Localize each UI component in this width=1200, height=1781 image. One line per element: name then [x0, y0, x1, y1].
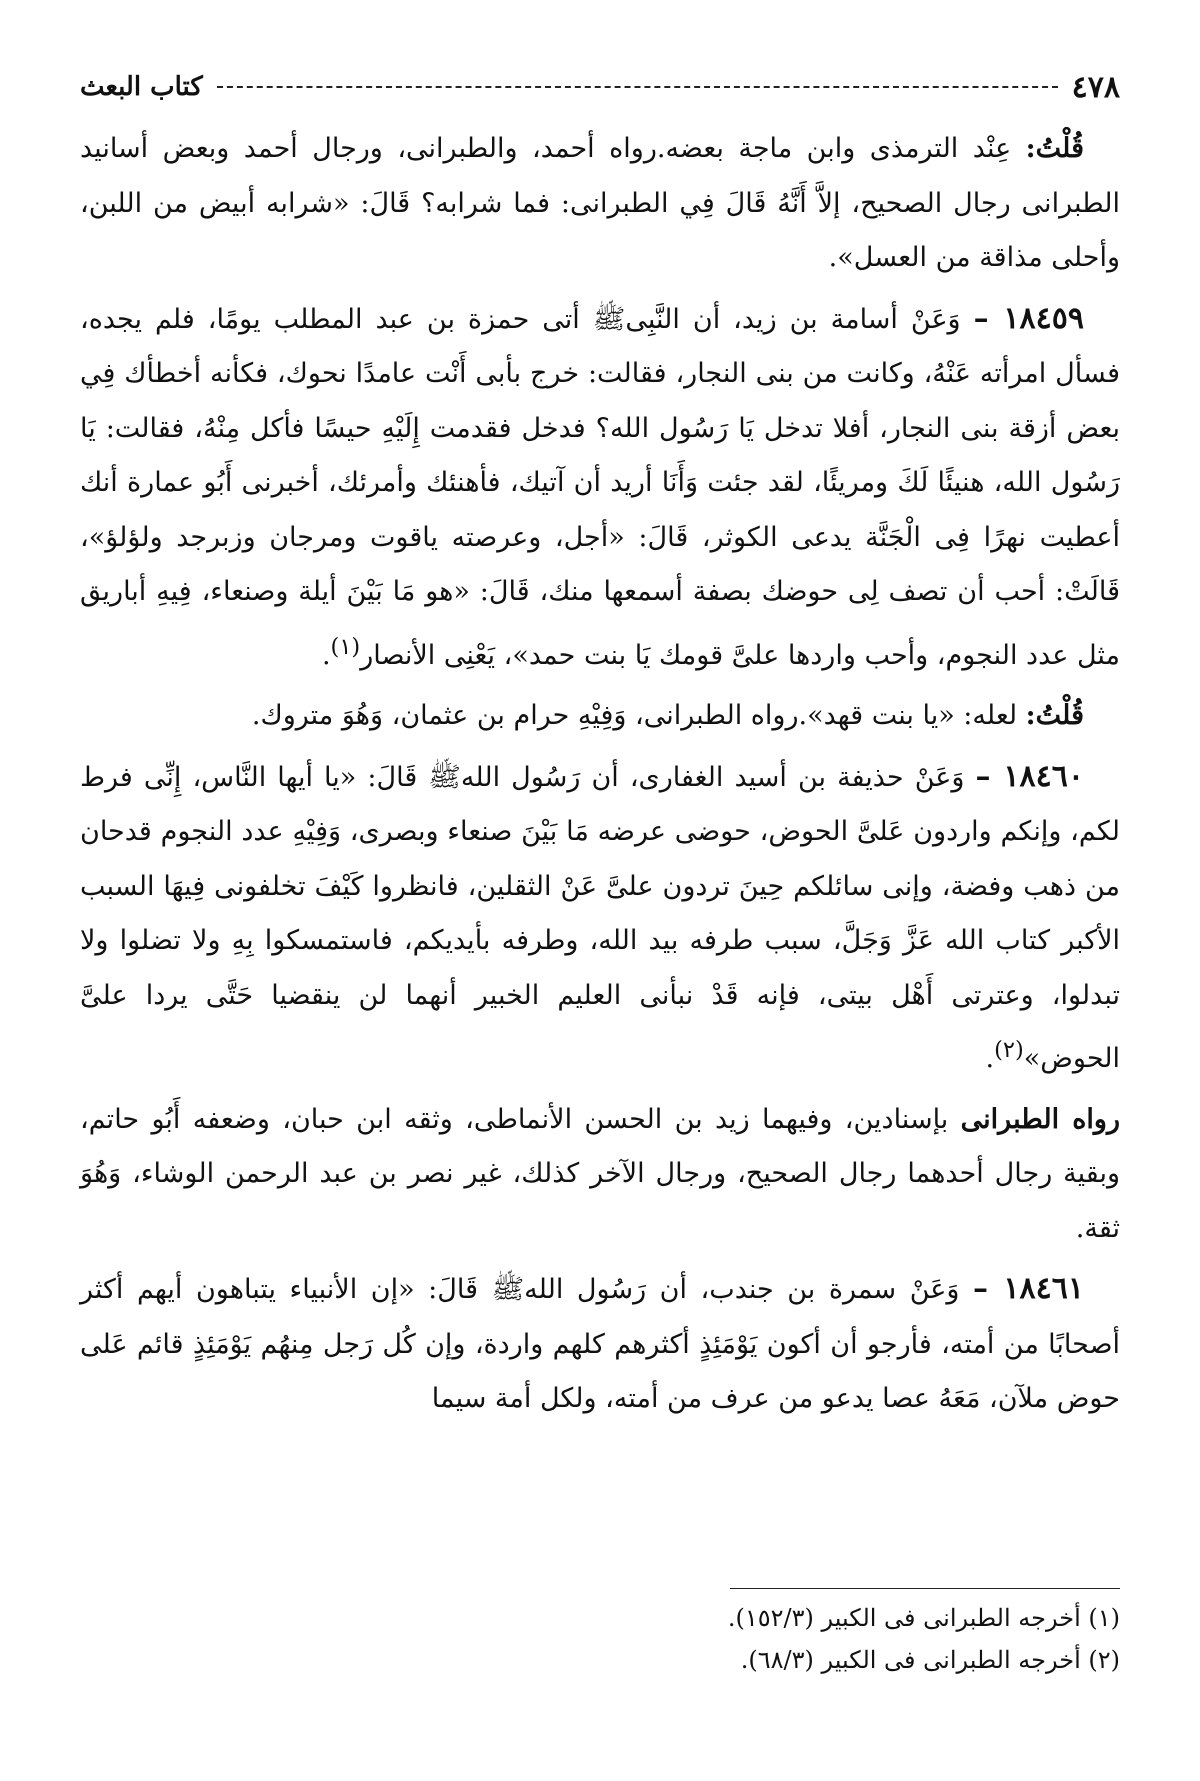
paragraph-tail: .: [985, 1043, 995, 1074]
hadith-number: ١٨٤٦١ –: [972, 1271, 1084, 1306]
paragraph-tail: .: [321, 639, 331, 671]
hadith-number: ١٨٤٥٩ –: [973, 300, 1084, 336]
page-header: [80, 62, 1120, 112]
paragraph-rawahu: [80, 1093, 1120, 1257]
footnote-2: (٢) أخرجه الطبرانى فى الكبير (٦٨/٣).: [740, 1646, 1120, 1674]
paragraph-text: لعله: «يا بنت قهد».رواه الطبرانى، وَفِيْهِ حرام بن عثمان، وَهُوَ متروك.: [251, 700, 1026, 731]
footnote-ref[interactable]: (٢): [994, 1037, 1024, 1063]
hadith-18459: [80, 292, 1120, 684]
footnotes: [80, 1588, 1120, 1681]
paragraph-lead: قُلْتُ:: [1025, 700, 1084, 731]
footnote-1: (١) أخرجه الطبرانى فى الكبير (١٥٢/٣).: [727, 1604, 1120, 1632]
footnote-ref[interactable]: (١): [330, 633, 361, 660]
paragraph-lead: قُلْتُ:: [1025, 133, 1084, 164]
hadith-18460: [80, 750, 1120, 1087]
page-number: ٤٧٨: [1071, 69, 1120, 105]
paragraph-text: بإسنادين، وفيهما زيد بن الحسن الأنماطى، وثقه ابن حبان، وضعفه أَبُو حاتم، وبقية رجال أحدهما رجال الصحيح، ورجال الآخر كذلك، غير نصر بن عبد الرحمن الوشاء، وَهُوَ ثقة.: [80, 1103, 1120, 1244]
paragraph-qult-2: [80, 689, 1120, 744]
paragraph-lead: رواه الطبرانى: [960, 1103, 1120, 1135]
hadith-18461: [80, 1262, 1120, 1427]
hadith-number: ١٨٤٦٠ –: [975, 758, 1084, 794]
paragraph-text: وَعَنْ أسامة بن زيد، أن النَّبِىﷺ أتى حمزة بن عبد المطلب يومًا، فلم يجده، فسأل امرأته عَنْهُ، وكانت من بنى النجار، فقالت: خرج بأبى أَنْت عامدًا نحوك، فكأنه أخطأك فِي بعض أزقة بنى النجار، أفلا تدخل يَا رَسُول الله؟ فدخل فقدمت إِلَيْهِ حيسًا فأكل مِنْهُ، فقالت: يَا رَسُول الله، هنيئًا لَكَ ومريئًا، لقد جئت وَأَنَا أريد أن آتيك، فأهنئك وأمرئك، أخبرنى أَبُو عمارة أنك أعطيت نهرًا فِى الْجَنَّة يدعى الكوثر، قَالَ: «أجل، وعرصته ياقوت ومرجان وزبرجد ولؤلؤ»، قَالَتْ: أحب أن تصف لِى حوضك بصفة أسمعها منك، قَالَ: «هو مَا بَيْنَ أيلة وصنعاء، فِيهِ أباريق مثل عدد النجوم، وأحب واردها علىَّ قومك يَا بنت حمد»، يَعْنِى الأنصار: [80, 303, 1120, 671]
paragraph-text: وَعَنْ سمرة بن جندب، أن رَسُول اللهﷺ قَالَ: «إن الأنبياء يتباهون أيهم أكثر أصحابًا من أمته، فأرجو أن أكون يَوْمَئِذٍ أكثرهم كلهم واردة، وإن كُل رَجل مِنهُم يَوْمَئِذٍ قائم عَلى حوض ملآن، مَعَهُ عصا يدعو من عرف من أمته، ولكل أمة سيما: [80, 1274, 1120, 1414]
header-dashed-rule: [217, 86, 1058, 88]
paragraph-qult-1: [80, 122, 1120, 286]
paragraph-text: وَعَنْ حذيفة بن أسيد الغفارى، أن رَسُول اللهﷺ قَالَ: «يا أيها النَّاس، إِنِّى فرط لكم، وإنكم واردون عَلىَّ الحوض، حوضى عرضه مَا بَيْنَ صنعاء وبصرى، وَفِيْهِ عدد النجوم قدحان من ذهب وفضة، وإنى سائلكم حِينَ تردون علىَّ عَنْ الثقلين، فانظروا كَيْفَ تخلفونى فِيهَا السبب الأكبر كتاب الله عَزَّ وَجَلَّ، سبب طرفه بيد الله، وطرفه بأيديكم، فاستمسكوا بِهِ ولا تضلوا ولا تبدلوا، وعترتى أَهْل بيتى، فإنه قَدْ نبأنى العليم الخبير أنهما لن ينقضيا حَتَّى يردا علىَّ الحوض»: [80, 761, 1120, 1074]
book-title: كتاب البعث: [80, 72, 203, 102]
footnote-rule: [730, 1588, 1120, 1589]
page-body: [80, 122, 1120, 1427]
paragraph-text: عِنْد الترمذى وابن ماجة بعضه.رواه أحمد، والطبرانى، ورجال أحمد وبعض أسانيد الطبرانى رجال الصحيح، إلاَّ أَنَّهُ قَالَ فِي الطبرانى: فما شرابه؟ قَالَ: «شرابه أبيض من اللبن، وأحلى مذاقة من العسل».: [80, 133, 1120, 273]
